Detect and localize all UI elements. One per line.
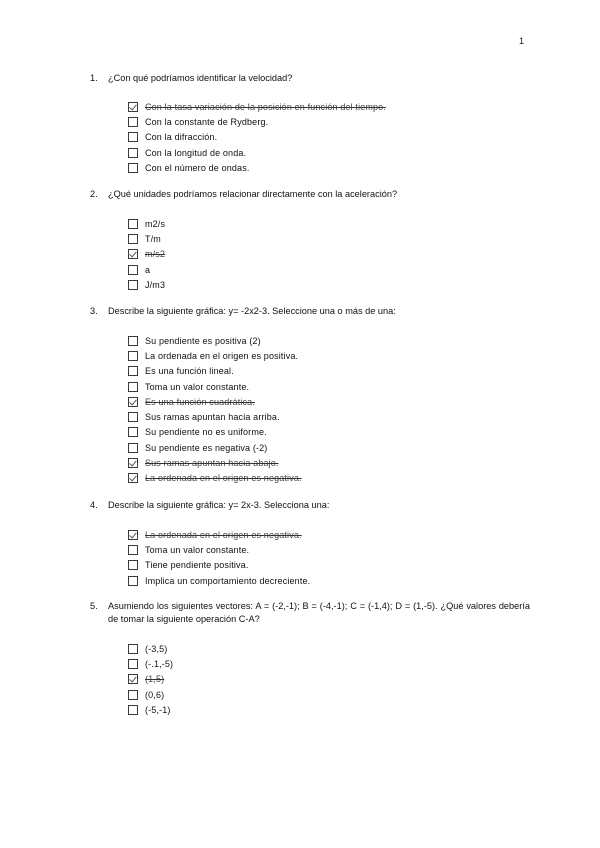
- question-number: 4.: [90, 500, 98, 510]
- page-number: 1: [519, 36, 525, 46]
- question-text: Describe la siguiente gráfica: y= 2x-3. Selecciona una:: [108, 500, 330, 510]
- question-3: [90, 305, 530, 486]
- options-list: [90, 99, 530, 175]
- option[interactable]: [128, 130, 530, 145]
- checkbox[interactable]: [128, 336, 138, 346]
- option-text: (0,6): [145, 689, 165, 700]
- checkbox[interactable]: [128, 163, 138, 173]
- checkbox[interactable]: [128, 366, 138, 376]
- question-number: 1.: [90, 73, 98, 83]
- checkbox-checked[interactable]: [128, 473, 138, 483]
- option[interactable]: [128, 542, 530, 557]
- option-text: Implica un comportamiento decreciente.: [145, 575, 311, 586]
- option[interactable]: [128, 216, 530, 231]
- option-text: Es una función cuadrática.: [145, 396, 255, 407]
- option[interactable]: [128, 687, 530, 702]
- checkbox[interactable]: [128, 148, 138, 158]
- checkbox[interactable]: [128, 427, 138, 437]
- option-text: a: [145, 264, 151, 275]
- question-number: 3.: [90, 306, 98, 316]
- option[interactable]: [128, 364, 530, 379]
- checkbox[interactable]: [128, 545, 138, 555]
- option[interactable]: [128, 262, 530, 277]
- question-text: Asumiendo los siguientes vectores: A = (-2,-1); B = (-4,-1); C = (-1,4); D = (1,-5). ¿Qué valores debería de tomar la siguiente operación C-A?: [108, 601, 530, 624]
- option-text: (1,5): [145, 674, 165, 685]
- option-text: m2/s: [145, 218, 166, 229]
- question-number: 2.: [90, 189, 98, 199]
- checkbox[interactable]: [128, 443, 138, 453]
- option-text: m/s2: [145, 249, 166, 260]
- question-text: ¿Con qué podríamos identificar la velocidad?: [108, 73, 293, 83]
- options-list: [90, 527, 530, 588]
- option[interactable]: [128, 558, 530, 573]
- option-text: T/m: [145, 233, 161, 244]
- checkbox[interactable]: [128, 644, 138, 654]
- option-text: Con la difracción.: [145, 132, 218, 143]
- option-text: Sus ramas apuntan hacia abajo.: [145, 458, 279, 469]
- options-list: [90, 216, 530, 292]
- checkbox[interactable]: [128, 234, 138, 244]
- checkbox-checked[interactable]: [128, 530, 138, 540]
- option[interactable]: [128, 573, 530, 588]
- option-text: Con el número de ondas.: [145, 162, 250, 173]
- option[interactable]: [128, 348, 530, 363]
- checkbox[interactable]: [128, 117, 138, 127]
- option[interactable]: [128, 425, 530, 440]
- checkbox[interactable]: [128, 280, 138, 290]
- option[interactable]: [128, 394, 530, 409]
- option[interactable]: [128, 702, 530, 717]
- option[interactable]: [128, 409, 530, 424]
- option-text: (-.1,-5): [145, 658, 174, 669]
- checkbox-checked[interactable]: [128, 674, 138, 684]
- option[interactable]: [128, 455, 530, 470]
- question-4: [90, 499, 530, 588]
- question-2: [90, 188, 530, 292]
- checkbox[interactable]: [128, 219, 138, 229]
- option-text: La ordenada en el origen es negativa.: [145, 473, 302, 484]
- options-list: [90, 333, 530, 486]
- option[interactable]: [128, 656, 530, 671]
- option[interactable]: [128, 160, 530, 175]
- checkbox[interactable]: [128, 560, 138, 570]
- option[interactable]: [128, 247, 530, 262]
- option-text: Con la constante de Rydberg.: [145, 116, 269, 127]
- option[interactable]: [128, 114, 530, 129]
- option[interactable]: [128, 379, 530, 394]
- option[interactable]: [128, 277, 530, 292]
- checkbox-checked[interactable]: [128, 102, 138, 112]
- question-text: Describe la siguiente gráfica: y= -2x2-3. Seleccione una o más de una:: [108, 306, 396, 316]
- option-text: Tiene pendiente positiva.: [145, 560, 249, 571]
- checkbox[interactable]: [128, 690, 138, 700]
- option-text: Toma un valor constante.: [145, 544, 250, 555]
- checkbox[interactable]: [128, 351, 138, 361]
- question-5: [90, 600, 530, 717]
- checkbox[interactable]: [128, 382, 138, 392]
- option-text: Con la longitud de onda.: [145, 147, 247, 158]
- option[interactable]: [128, 672, 530, 687]
- checkbox[interactable]: [128, 132, 138, 142]
- option[interactable]: [128, 471, 530, 486]
- option-text: (-5,-1): [145, 704, 171, 715]
- option[interactable]: [128, 145, 530, 160]
- options-list: [90, 641, 530, 717]
- checkbox-checked[interactable]: [128, 458, 138, 468]
- option[interactable]: [128, 440, 530, 455]
- question-text: ¿Qué unidades podríamos relacionar directamente con la aceleración?: [108, 189, 398, 199]
- option-text: Es una función lineal.: [145, 366, 234, 377]
- question-number: 5.: [90, 601, 98, 611]
- checkbox-checked[interactable]: [128, 249, 138, 259]
- option[interactable]: [128, 99, 530, 114]
- option-text: Su pendiente es positiva (2): [145, 335, 261, 346]
- option[interactable]: [128, 231, 530, 246]
- option-text: J/m3: [145, 279, 166, 290]
- option[interactable]: [128, 333, 530, 348]
- option-text: Su pendiente no es uniforme.: [145, 427, 267, 438]
- option-text: Sus ramas apuntan hacia arriba.: [145, 412, 280, 423]
- checkbox[interactable]: [128, 576, 138, 586]
- checkbox[interactable]: [128, 265, 138, 275]
- option[interactable]: [128, 527, 530, 542]
- checkbox[interactable]: [128, 659, 138, 669]
- question-1: [90, 72, 530, 175]
- option-text: La ordenada en el origen es positiva.: [145, 350, 299, 361]
- checkbox[interactable]: [128, 412, 138, 422]
- option-text: Con la tasa variación de la posición en función del tiempo.: [145, 101, 386, 112]
- option-text: Toma un valor constante.: [145, 381, 250, 392]
- checkbox[interactable]: [128, 705, 138, 715]
- option-text: Su pendiente es negativa (-2): [145, 442, 268, 453]
- option-text: (-3,5): [145, 643, 168, 654]
- checkbox-checked[interactable]: [128, 397, 138, 407]
- option-text: La ordenada en el origen es negativa.: [145, 529, 302, 540]
- option[interactable]: [128, 641, 530, 656]
